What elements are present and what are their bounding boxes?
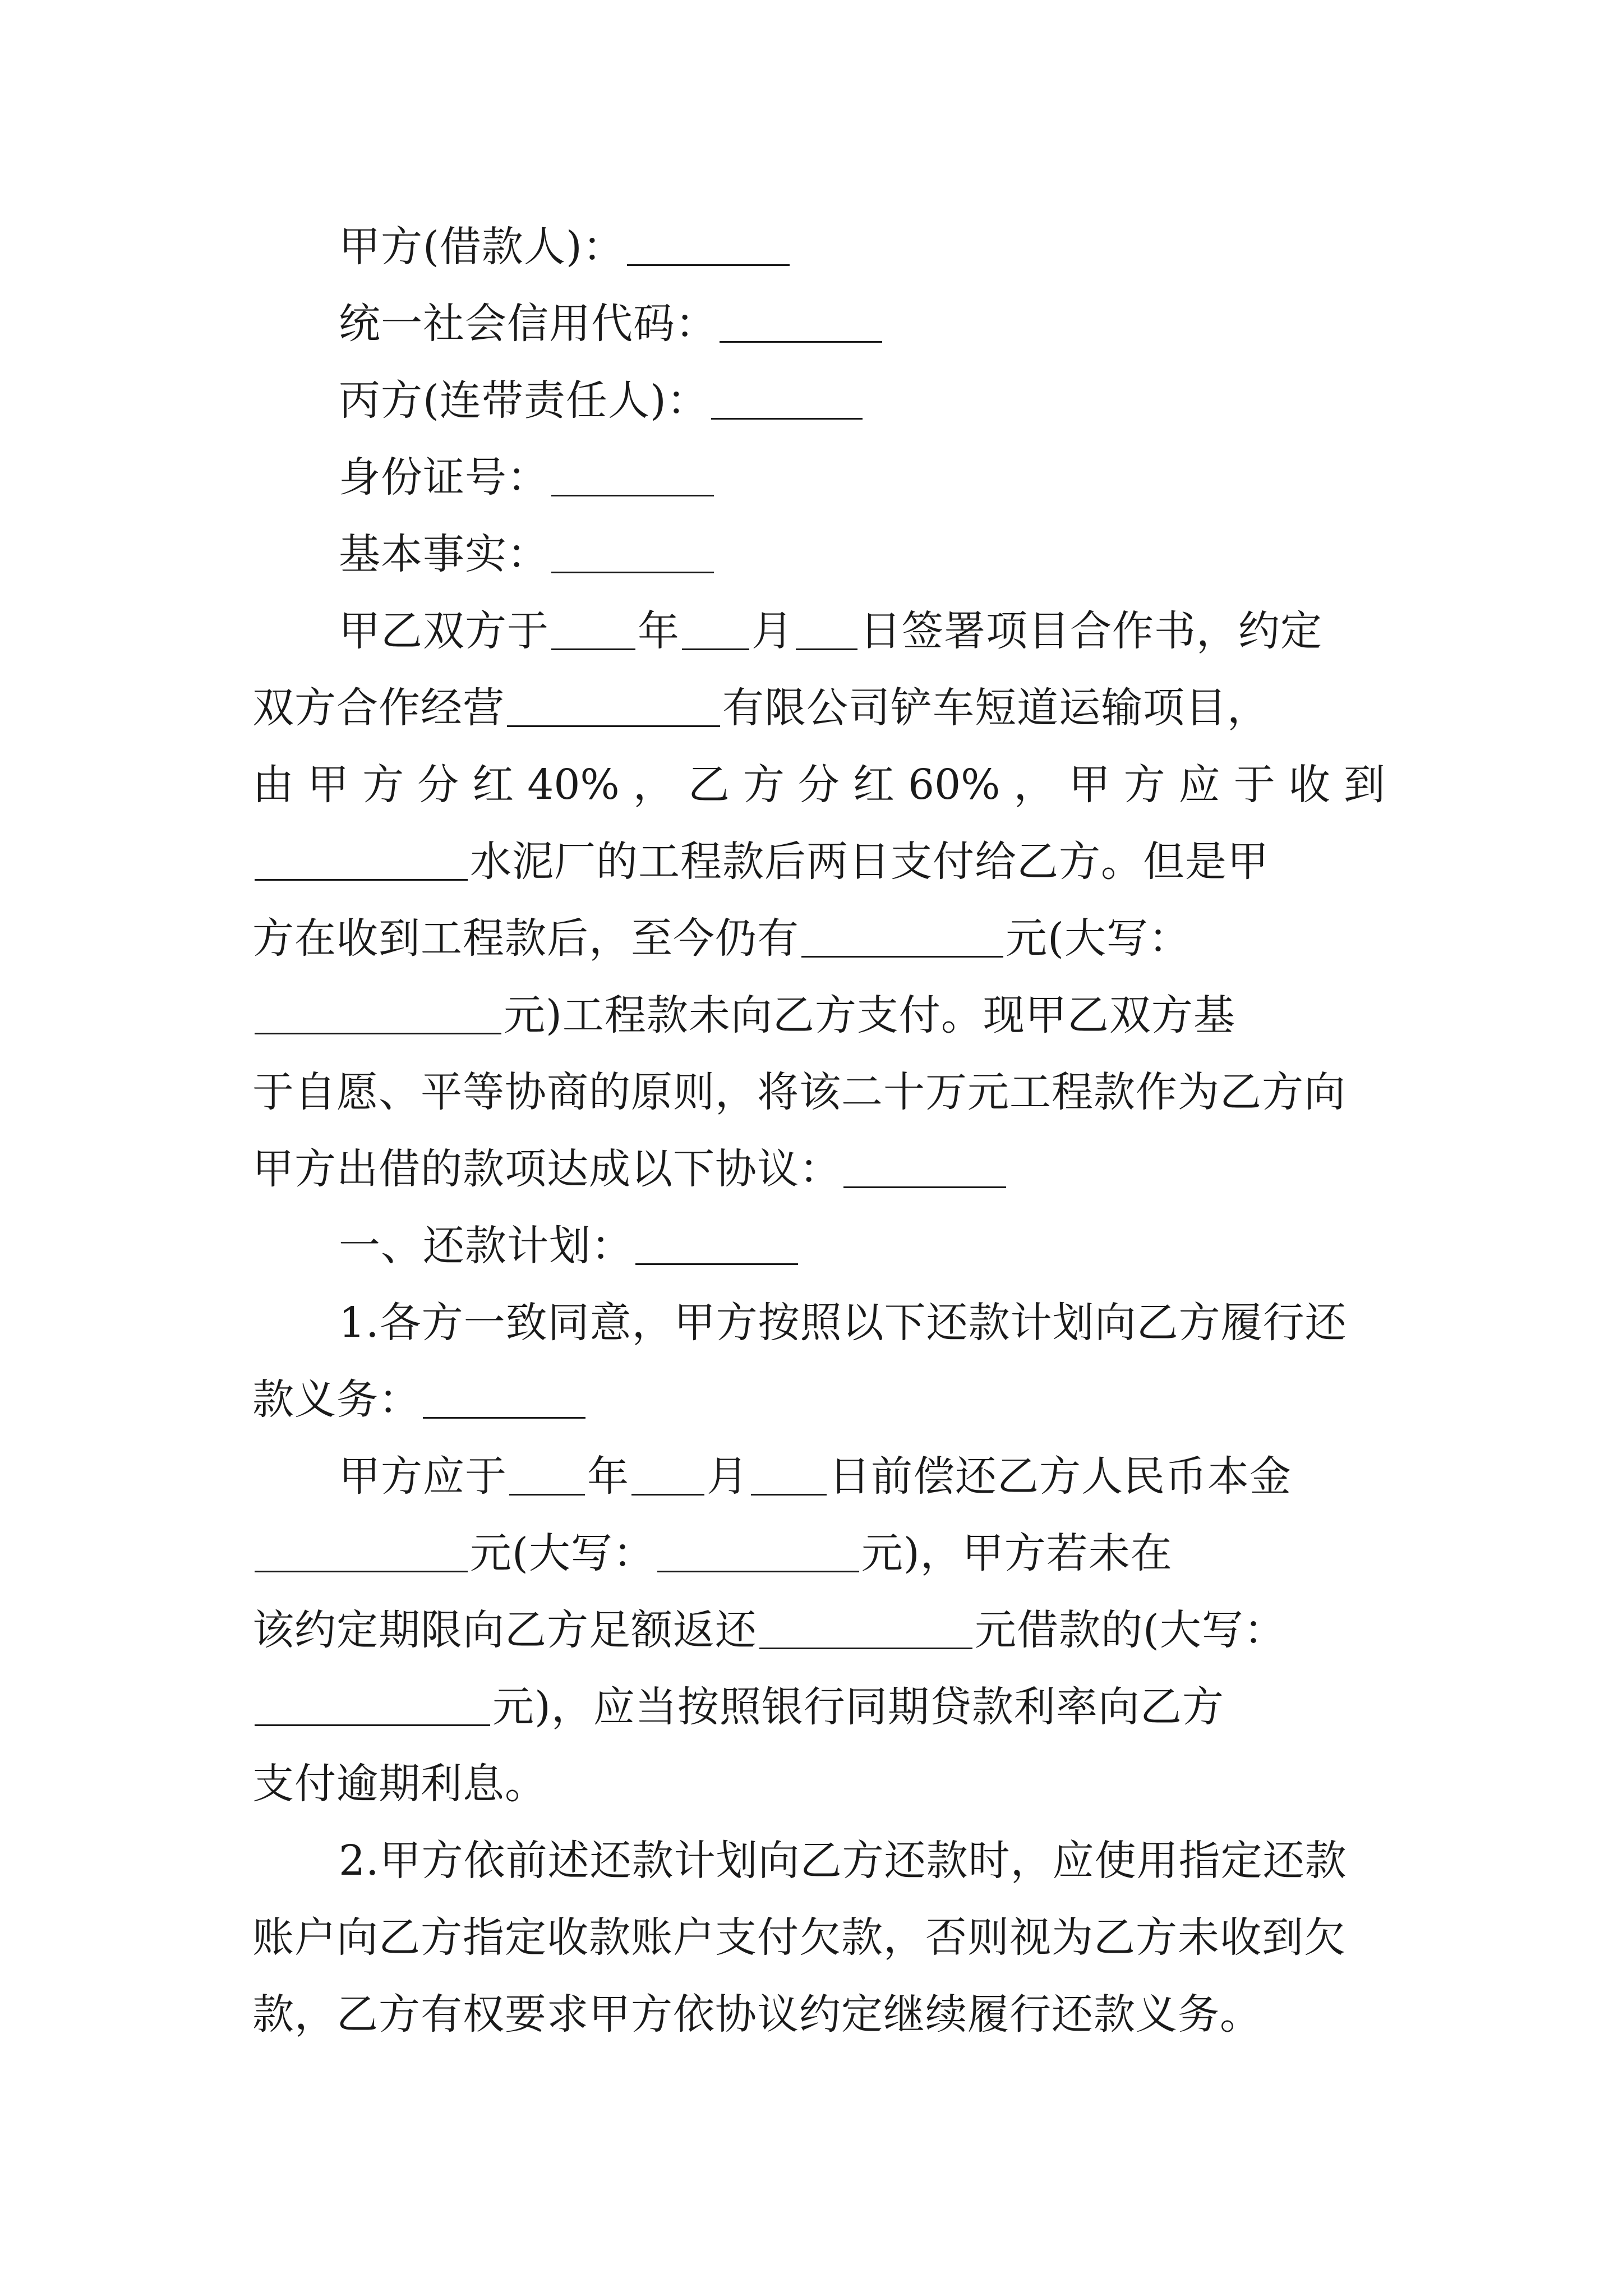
year-text: 年 xyxy=(587,1452,629,1501)
item-text: 该约定期限向乙方足额返还 xyxy=(252,1606,757,1654)
pay-year-blank[interactable] xyxy=(509,1452,585,1496)
item-text: 元借款的(大写： xyxy=(975,1606,1286,1654)
section1-heading-line xyxy=(252,1208,1385,1285)
credit-code-label: 统一社会信用代码： xyxy=(339,300,717,348)
credit-code-line xyxy=(252,286,1385,362)
basic-facts-label: 基本事实： xyxy=(339,530,549,578)
obligation-blank[interactable] xyxy=(423,1375,585,1419)
item-text: 1.各方一致同意，甲方按照以下还款计划向乙方履行还 xyxy=(339,1299,1347,1347)
facts-line-5 xyxy=(252,900,1385,977)
spread-word: 甲 xyxy=(1068,761,1110,809)
id-number-line xyxy=(252,439,1385,516)
party-a-line xyxy=(252,209,1385,286)
facts-line-8 xyxy=(252,1131,1385,1208)
facts-text: 方在收到工程款后，至今仍有 xyxy=(252,914,799,963)
item-text: 2.甲方依前述还款计划向乙方还款时，应使用指定还款 xyxy=(339,1837,1347,1885)
spread-word: 分 xyxy=(797,761,840,809)
spread-word: 于 xyxy=(1233,761,1275,809)
item-text: 元)，甲方若未在 xyxy=(861,1529,1173,1577)
spread-word: 60% xyxy=(908,761,1000,809)
item2-line-1 xyxy=(252,1823,1385,1899)
facts-text: 有限公司铲车短道运输项目， xyxy=(722,684,1269,732)
item2-line-2 xyxy=(252,1899,1385,1976)
month-text: 月 xyxy=(751,607,794,655)
item-text: 款，乙方有权要求甲方依协议约定继续履行还款义务。 xyxy=(252,1990,1262,2039)
loan-words-blank[interactable] xyxy=(255,1683,490,1726)
facts-text: 元(大写： xyxy=(1006,914,1191,963)
date-year-blank[interactable] xyxy=(551,607,635,650)
item-text: 款义务： xyxy=(252,1375,421,1424)
item-text: 账户向乙方指定收款账户支付欠款，否则视为乙方未收到欠 xyxy=(252,1913,1346,1962)
basic-facts-blank[interactable] xyxy=(551,530,714,573)
principal-blank[interactable] xyxy=(255,1529,468,1572)
cement-plant-blank[interactable] xyxy=(255,838,468,881)
payment-line-5 xyxy=(252,1746,1385,1823)
payment-line-4 xyxy=(252,1669,1385,1746)
principal-words-blank[interactable] xyxy=(657,1529,859,1572)
loan-amount-blank[interactable] xyxy=(759,1606,972,1649)
company-blank[interactable] xyxy=(507,684,720,727)
month-text: 月 xyxy=(707,1452,749,1501)
facts-line-6 xyxy=(252,977,1385,1054)
item-text: 元)，应当按照银行同期贷款利率向乙方 xyxy=(492,1683,1224,1731)
payment-line-1 xyxy=(252,1438,1385,1515)
section-heading: 一、还款计划： xyxy=(339,1222,633,1270)
id-number-blank[interactable] xyxy=(551,453,714,496)
spread-word: 红 xyxy=(852,761,895,809)
basic-facts-line xyxy=(252,516,1385,593)
date-month-blank[interactable] xyxy=(682,607,749,650)
party-c-label: 丙方(连带责任人)： xyxy=(339,376,709,425)
year-text: 年 xyxy=(638,607,680,655)
facts-text: 双方合作经营 xyxy=(252,684,505,732)
amount-blank[interactable] xyxy=(801,914,1003,958)
agreement-blank[interactable] xyxy=(843,1145,1006,1188)
item-text: 支付逾期利息。 xyxy=(252,1760,547,1808)
spread-word: 方 xyxy=(362,761,404,809)
spread-word: 甲 xyxy=(307,761,349,809)
id-number-label: 身份证号： xyxy=(339,453,549,501)
item-text: 日前偿还乙方人民币本金 xyxy=(829,1452,1292,1501)
spread-word: 乙 xyxy=(688,761,730,809)
facts-line-7 xyxy=(252,1054,1385,1131)
item1-line-1 xyxy=(252,1285,1385,1361)
pay-day-blank[interactable] xyxy=(751,1452,827,1496)
spread-word: 方 xyxy=(1123,761,1165,809)
facts-text: 甲乙双方于 xyxy=(339,607,549,655)
spread-word: 红 xyxy=(472,761,514,809)
spread-word: 40% xyxy=(527,761,620,809)
spread-word: 到 xyxy=(1343,761,1385,809)
repayment-plan-blank[interactable] xyxy=(635,1222,798,1265)
spread-word: 方 xyxy=(743,761,785,809)
party-a-label: 甲方(借款人)： xyxy=(339,223,625,271)
facts-text: 甲方出借的款项达成以下协议： xyxy=(252,1145,841,1193)
item2-line-3 xyxy=(252,1976,1385,2053)
spread-word: ， xyxy=(633,761,675,809)
facts-line-3 xyxy=(252,747,1385,823)
facts-line-1 xyxy=(252,593,1385,670)
pay-month-blank[interactable] xyxy=(631,1452,704,1496)
spread-word: 收 xyxy=(1288,761,1330,809)
party-a-blank[interactable] xyxy=(627,223,790,266)
item1-line-2 xyxy=(252,1361,1385,1438)
facts-text: 于自愿、平等协商的原则，将该二十万元工程款作为乙方向 xyxy=(252,1068,1346,1116)
facts-text: 日签署项目合作书，约定 xyxy=(860,607,1322,655)
document-page xyxy=(252,209,1385,2053)
credit-code-blank[interactable] xyxy=(720,300,882,343)
spread-word: ， xyxy=(1013,761,1055,809)
payment-line-3 xyxy=(252,1592,1385,1669)
item-text: 元(大写： xyxy=(470,1529,655,1577)
facts-line-4 xyxy=(252,823,1385,900)
item-text: 甲方应于 xyxy=(339,1452,507,1501)
party-c-line xyxy=(252,362,1385,439)
payment-line-2 xyxy=(252,1515,1385,1592)
spread-word: 由 xyxy=(252,761,294,809)
date-day-blank[interactable] xyxy=(796,607,857,650)
facts-text: 元)工程款未向乙方支付。现甲乙双方基 xyxy=(504,991,1235,1039)
spread-word: 分 xyxy=(417,761,459,809)
spread-word: 应 xyxy=(1178,761,1220,809)
facts-text: 水泥厂的工程款后两日支付给乙方。但是甲 xyxy=(470,838,1269,886)
party-c-blank[interactable] xyxy=(711,376,863,420)
amount-words-blank[interactable] xyxy=(255,991,501,1034)
facts-line-2 xyxy=(252,670,1385,747)
